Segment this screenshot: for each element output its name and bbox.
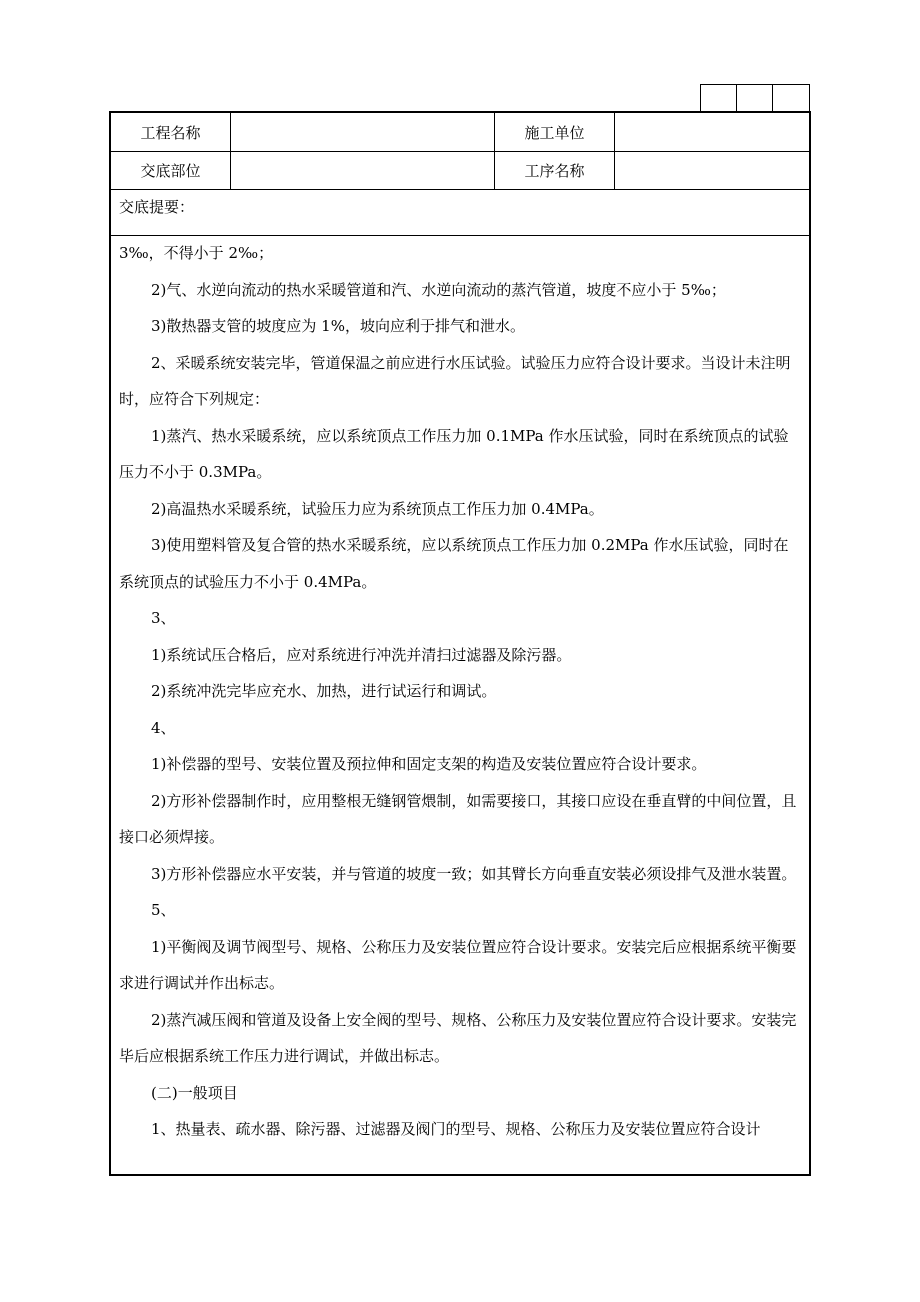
process-field[interactable] xyxy=(615,151,809,189)
paragraph: 2、采暖系统安装完毕，管道保温之前应进行水压试验。试验压力应符合设计要求。当设计未注明时，应符合下列规定： xyxy=(119,353,791,408)
process-label: 工序名称 xyxy=(495,151,615,189)
paragraph: 1)平衡阀及调节阀型号、规格、公称压力及安装位置应符合设计要求。安装完后应根据系统平衡要求进行调试并作出标志。 xyxy=(119,937,797,992)
body-text xyxy=(119,235,803,1148)
paragraph: 2)方形补偿器制作时，应用整根无缝钢管煨制，如需要接口，其接口应设在垂直臂的中间位置，且接口必须焊接。 xyxy=(119,791,797,846)
contractor-field[interactable] xyxy=(615,113,809,151)
summary-row xyxy=(111,189,809,236)
paragraph: (二)一般项目 xyxy=(151,1083,238,1102)
paragraph: 2)蒸汽减压阀和管道及设备上安全阀的型号、规格、公称压力及安装位置应符合设计要求。安装完毕后应根据系统工作压力进行调试，并做出标志。 xyxy=(119,1010,797,1065)
paragraph: 2)高温热水采暖系统，试验压力应为系统顶点工作压力加 0.4MPa。 xyxy=(151,499,604,518)
page-box xyxy=(773,85,809,112)
location-field[interactable] xyxy=(231,151,495,189)
page-number-boxes xyxy=(700,84,810,112)
paragraph: 3)使用塑料管及复合管的热水采暖系统，应以系统顶点工作压力加 0.2MPa 作水压试验，同时在系统顶点的试验压力不小于 0.4MPa。 xyxy=(119,536,789,591)
paragraph: 2)气、水逆向流动的热水采暖管道和汽、水逆向流动的蒸汽管道，坡度不应小于 5‰； xyxy=(151,280,726,299)
location-label: 交底部位 xyxy=(111,151,231,189)
header-row-1 xyxy=(111,113,809,152)
page-box xyxy=(701,85,737,112)
paragraph: 5、 xyxy=(151,901,176,919)
summary-label: 交底提要： xyxy=(119,198,195,216)
paragraph: 3、 xyxy=(151,609,176,627)
paragraph: 3)散热器支管的坡度应为 1%，坡向应利于排气和泄水。 xyxy=(151,317,525,335)
paragraph: 1)系统试压合格后，应对系统进行冲洗并清扫过滤器及除污器。 xyxy=(151,645,572,664)
paragraph: 1、热量表、疏水器、除污器、过滤器及阀门的型号、规格、公称压力及安装位置应符合设计 xyxy=(151,1120,761,1138)
project-name-label: 工程名称 xyxy=(111,113,231,151)
header-row-2 xyxy=(111,151,809,190)
paragraph: 1)补偿器的型号、安装位置及预拉伸和固定支架的构造及安装位置应符合设计要求。 xyxy=(151,755,707,773)
project-name-field[interactable] xyxy=(231,113,495,151)
paragraph: 3‰，不得小于 2‰； xyxy=(119,244,274,262)
paragraph: 3)方形补偿器应水平安装，并与管道的坡度一致；如其臂长方向垂直安装必须设排气及泄水装置。 xyxy=(151,864,797,883)
page-box xyxy=(737,85,773,112)
contractor-label: 施工单位 xyxy=(495,113,615,151)
paragraph: 1)蒸汽、热水采暖系统，应以系统顶点工作压力加 0.1MPa 作水压试验，同时在系统顶点的试验压力不小于 0.3MPa。 xyxy=(119,426,789,481)
paragraph: 4、 xyxy=(151,718,176,737)
paragraph: 2)系统冲洗完毕应充水、加热，进行试运行和调试。 xyxy=(151,682,497,700)
disclosure-sheet xyxy=(109,111,811,1176)
